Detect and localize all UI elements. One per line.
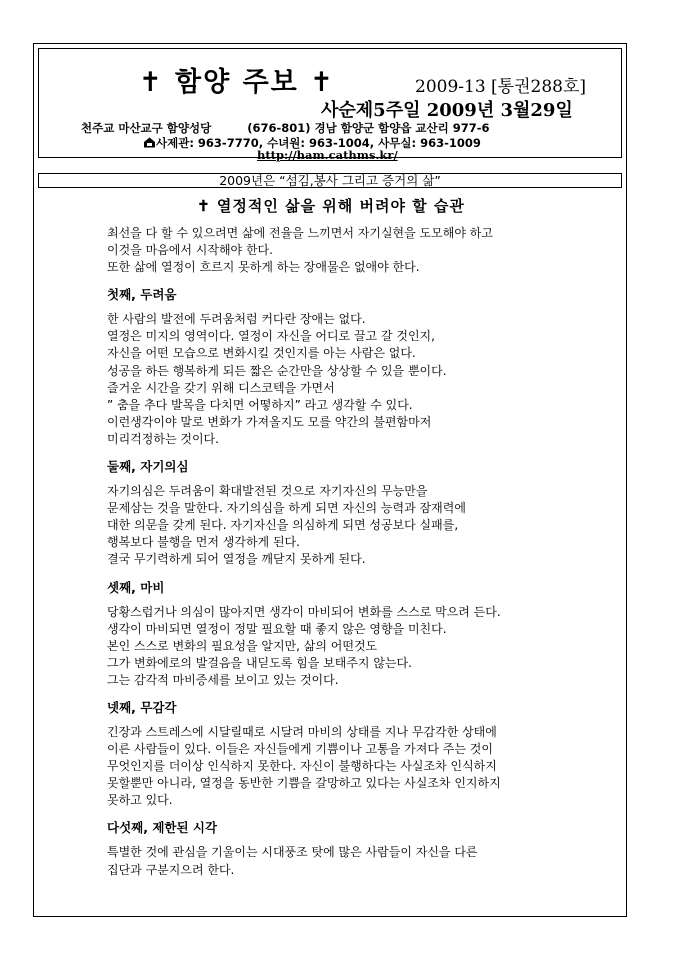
issue-number: 2009-13 [통권288호] — [415, 77, 587, 97]
section-heading: 둘째, 자기의심 — [107, 459, 189, 475]
article-title-text: 열정적인 삶을 위해 버려야 할 습관 — [216, 197, 465, 215]
section-heading: 넷째, 무감각 — [107, 699, 177, 715]
article-body — [107, 225, 607, 879]
website-link[interactable]: http://ham.cathms.kr/ — [257, 148, 398, 162]
parish-address-line — [81, 120, 490, 136]
bulletin-page — [33, 43, 627, 917]
postal-address: (676-801) 경남 함양군 함양읍 교산리 977-6 — [247, 121, 490, 135]
cross-icon: ✝ — [197, 197, 211, 215]
bulletin-title-text: 함양 주보 — [175, 67, 299, 98]
house-phone-icon — [143, 137, 156, 148]
section-heading: 다섯째, 제한된 시각 — [107, 820, 218, 836]
section-body: 자기의심은 두려움이 확대발전된 것으로 자기자신의 무능만을 문제삼는 것을 말한다. 자기의심을 하게 되면 자신의 능력과 잠재력에 대한 의문을 갖게 된다. 자기자신을 의심하게 되면 성공보다 실패를, 행복보다 불행을 먼저 생각하게 된다. 결국 무기력하게 되어 열정을 깨닫지 못하게 된다. — [107, 484, 466, 567]
section-body: 당황스럽거나 의심이 많아지면 생각이 마비되어 변화를 스스로 막으려 든다. 생각이 마비되면 열정이 정말 필요할 때 좋지 않은 영향을 미친다. 본인 스스로 변화의 필요성을 알지만, 삶의 어떤것도 그가 변화에로의 발걸음을 내딛도록 힘을 보태주지 않는다. 그는 감각적 마비증세를 보이고 있는 것이다. — [107, 604, 501, 687]
article-title — [34, 195, 628, 216]
section-body: 긴장과 스트레스에 시달릴때로 시달려 마비의 상태를 지나 무감각한 상태에 이른 사람들이 있다. 이들은 자신들에게 기쁨이나 고통을 가져다 주는 것이 무엇인지를 더이상 인식하지 못한다. 자신이 불행하다는 사실조차 인식하지 못할뿐만 아니라, 열정을 동반한 기쁨을 갈망하고 있다는 사실조차 인지하지 못하고 있다. — [107, 724, 501, 808]
section-heading: 첫째, 두려움 — [107, 287, 177, 303]
intro-paragraph: 최선을 다 할 수 있으려면 삶에 전율을 느끼면서 자기실현을 도모해야 하고 이것을 마음에서 시작해야 한다. 또한 삶에 열정이 흐르지 못하게 하는 장애물은 없애야 한다. — [107, 226, 493, 275]
year-theme-banner: 2009년은 “섬김,봉사 그리고 증거의 삶” — [38, 173, 622, 188]
phone-numbers: 사제관: 963-7770, 수녀원: 963-1004, 사무실: 963-1009 — [156, 136, 481, 150]
masthead — [38, 48, 622, 162]
bulletin-title — [139, 60, 335, 99]
parish-name: 천주교 마산교구 함양성당 — [81, 121, 212, 135]
section-heading: 셋째, 마비 — [107, 579, 165, 595]
section-body: 특별한 것에 관심을 기울이는 시대풍조 탓에 많은 사람들이 자신을 다른 집단과 구분지으려 한다. — [107, 845, 478, 877]
section-body: 한 사람의 발전에 두려움처럼 커다란 장애는 없다. 열정은 미지의 영역이다. 열정이 자신을 어디로 끌고 갈 것인지, 자신을 어떤 모습으로 변화시킬 것인지를 아는 사람은 없다. 성공을 하든 행복하게 되든 짧은 순간만을 상상할 수 있을 뿐이다. 즐거운 시간을 갖기 위해 디스코텍을 가면서 ” 춤을 추다 발목을 다치면 어떻하지” 라고 생각할 수 있다. 이런생각이야 말로 변화가 가져올지도 모를 약간의 불편함마저 미리걱정하는 것이다. — [107, 312, 447, 446]
cross-icon: ✝ — [139, 67, 164, 98]
liturgical-date: 사순제5주일 2009년 3월29일 — [321, 100, 573, 121]
cross-icon: ✝ — [310, 67, 335, 98]
